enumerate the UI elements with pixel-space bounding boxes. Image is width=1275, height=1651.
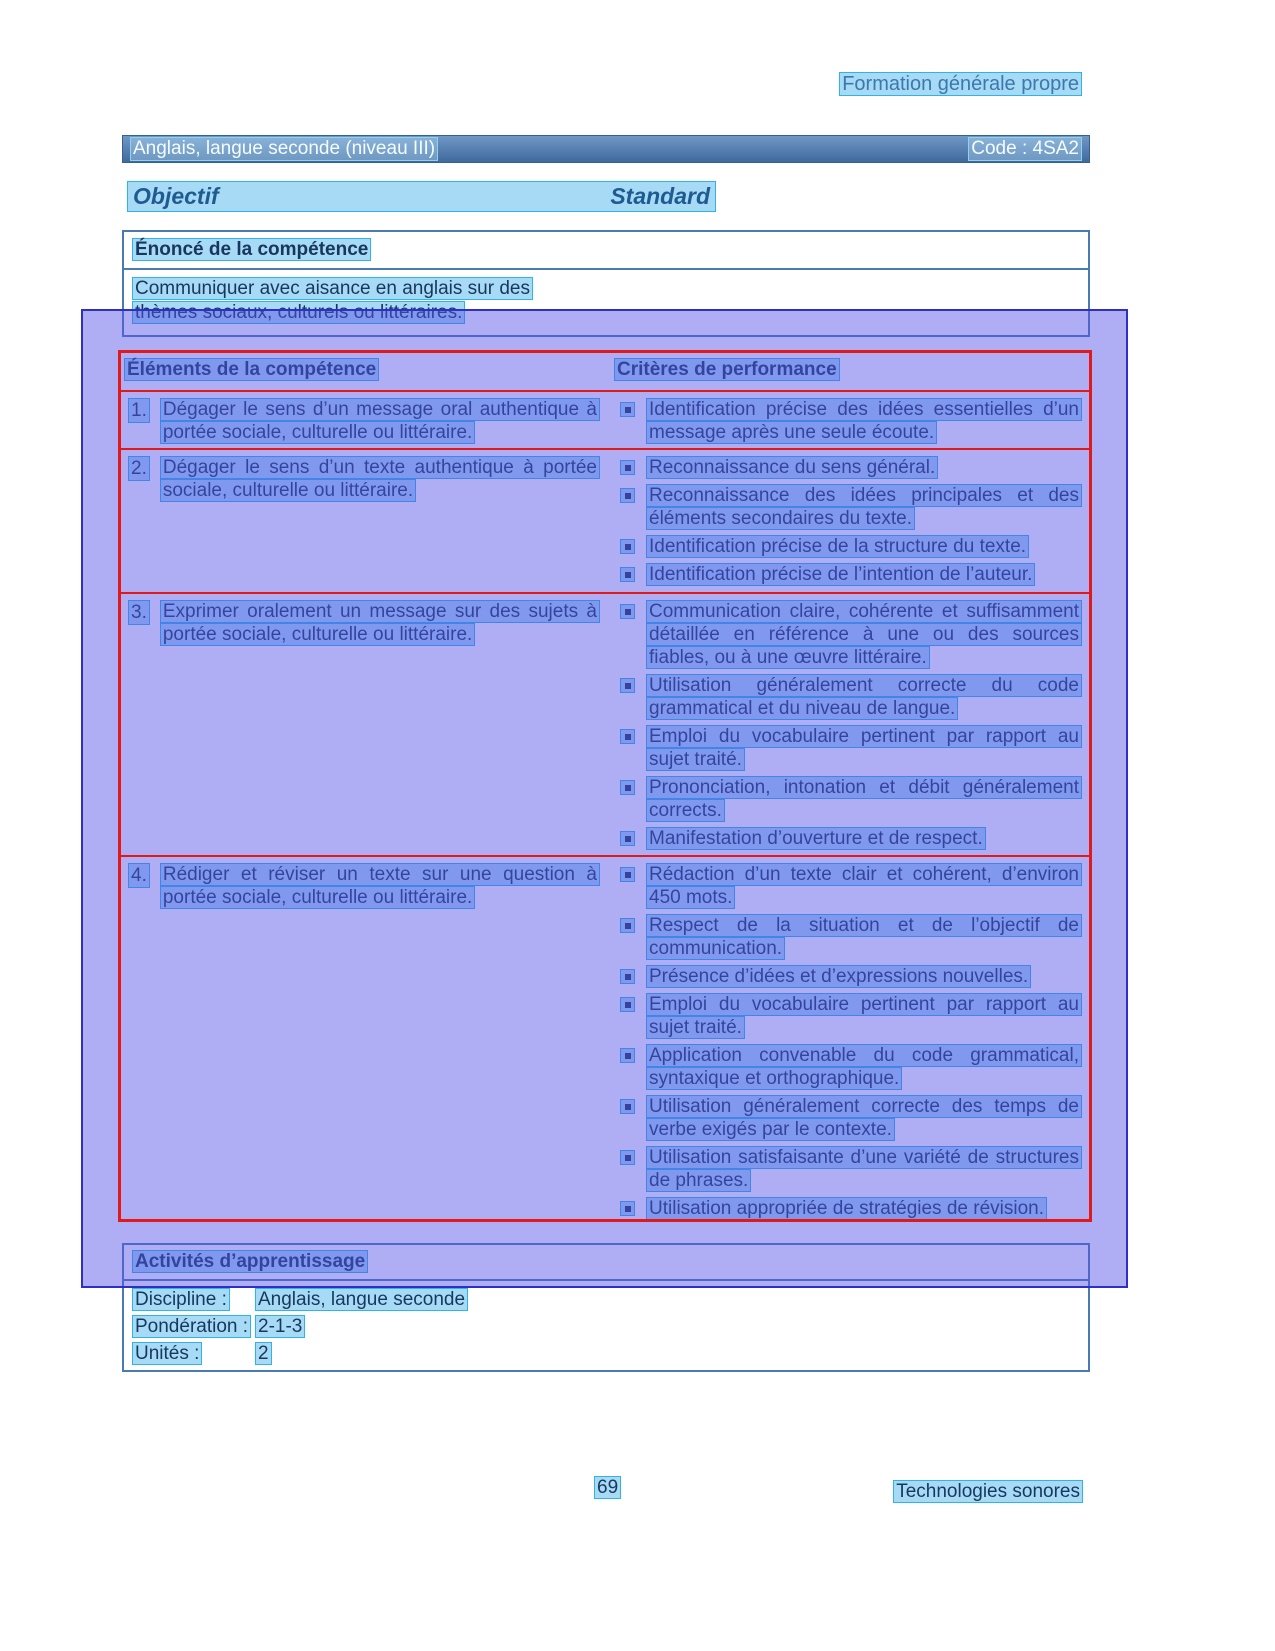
- criteria-item: [620, 863, 1082, 909]
- element-cell: [118, 390, 608, 448]
- field-label-wrap: [132, 1315, 251, 1338]
- criteria-cell: [608, 855, 1092, 1222]
- activities-title-box: [122, 1243, 1090, 1281]
- course-title: Anglais, langue seconde (niveau III): [130, 137, 438, 161]
- bullet-square: [625, 1206, 631, 1212]
- element-text-content: Dégager le sens d’un texte authentique à portée sociale, culturelle ou littéraire.: [160, 456, 600, 502]
- competence-table: [118, 350, 1092, 1222]
- criteria-text-content: Identification précise des idées essentielles d’un message après une seule écoute.: [646, 398, 1082, 444]
- criteria-text: [646, 674, 1082, 720]
- field-label-wrap: [132, 1288, 230, 1311]
- activities-title-text: Activités d’apprentissage: [132, 1250, 368, 1273]
- element-text-content: Exprimer oralement un message sur des sujets à portée sociale, culturelle ou littéraire.: [160, 600, 600, 646]
- table-row: [118, 592, 1092, 855]
- bullet-square: [625, 407, 631, 413]
- bullet-icon: [620, 678, 635, 693]
- corner-label: [839, 73, 1082, 96]
- bullet-icon: [620, 1099, 635, 1114]
- criteria-text-content: Présence d’idées et d’expressions nouvelles.: [646, 965, 1031, 988]
- bullet-square: [625, 974, 631, 980]
- activities-body-box: [122, 1281, 1090, 1372]
- bullet-icon: [620, 567, 635, 582]
- field-label: Pondération :: [132, 1315, 251, 1338]
- bullet-icon: [620, 780, 635, 795]
- criteria-text-content: Reconnaissance des idées principales et des éléments secondaires du texte.: [646, 484, 1082, 530]
- bullet-icon: [620, 539, 635, 554]
- standard-heading: Standard: [610, 183, 710, 209]
- criteria-item: [620, 965, 1082, 988]
- bullet-icon: [620, 729, 635, 744]
- bullet-square: [625, 609, 631, 615]
- bullet-icon: [620, 831, 635, 846]
- field-value: Anglais, langue seconde: [255, 1288, 468, 1311]
- criteria-text: [646, 535, 1082, 558]
- criteria-cell: [608, 448, 1092, 592]
- criteria-text-content: Utilisation généralement correcte des temps de verbe exigés par le contexte.: [646, 1095, 1082, 1141]
- criteria-text-content: Utilisation appropriée de stratégies de révision.: [646, 1197, 1047, 1220]
- criteria-text-content: Manifestation d’ouverture et de respect.: [646, 827, 986, 850]
- field-value-wrap: [255, 1315, 305, 1338]
- criteria-text: [646, 914, 1082, 960]
- criteria-item: [620, 674, 1082, 720]
- element-number: 3.: [128, 600, 150, 625]
- enonce-box: [122, 230, 1090, 337]
- criteria-text-content: Utilisation satisfaisante d’une variété de structures de phrases.: [646, 1146, 1082, 1192]
- criteria-text: [646, 863, 1082, 909]
- bullet-square: [625, 785, 631, 791]
- element-number: 4.: [128, 863, 150, 888]
- criteria-text-content: Rédaction d’un texte clair et cohérent, d’environ 450 mots.: [646, 863, 1082, 909]
- table-row: [118, 448, 1092, 592]
- field-value: 2-1-3: [255, 1315, 305, 1338]
- criteria-item: [620, 1197, 1082, 1220]
- criteria-item: [620, 827, 1082, 850]
- criteres-header-cell: [608, 350, 1092, 390]
- enonce-title-text: Énoncé de la compétence: [132, 238, 371, 261]
- criteria-item: [620, 484, 1082, 530]
- bullet-icon: [620, 1048, 635, 1063]
- criteres-header-text: Critères de performance: [614, 358, 840, 381]
- footer-note: [893, 1481, 1083, 1503]
- bullet-icon: [620, 604, 635, 619]
- criteria-text-content: Identification précise de la structure du texte.: [646, 535, 1029, 558]
- criteria-text: [646, 563, 1082, 586]
- field-label: Discipline :: [132, 1288, 230, 1311]
- criteria-text-content: Identification précise de l’intention de l’auteur.: [646, 563, 1035, 586]
- element-text: [160, 863, 600, 909]
- criteria-text: [646, 776, 1082, 822]
- criteria-item: [620, 1095, 1082, 1141]
- enonce-title: [124, 232, 1088, 270]
- page-number: [594, 1477, 621, 1499]
- bullet-square: [625, 923, 631, 929]
- bullet-square: [625, 1053, 631, 1059]
- field-value-wrap: [255, 1288, 468, 1311]
- bullet-square: [625, 572, 631, 578]
- course-code: Code : 4SA2: [968, 137, 1082, 161]
- criteria-text-content: Emploi du vocabulaire pertinent par rapport au sujet traité.: [646, 725, 1082, 771]
- enonce-body: [124, 270, 1088, 335]
- table-row: [118, 855, 1092, 1222]
- table-header-row: [118, 350, 1092, 390]
- enonce-line: [132, 301, 1080, 324]
- bullet-square: [625, 1002, 631, 1008]
- field-value: 2: [255, 1342, 272, 1365]
- criteria-item: [620, 535, 1082, 558]
- criteria-text: [646, 600, 1082, 669]
- elements-header-cell: [118, 350, 608, 390]
- bullet-icon: [620, 867, 635, 882]
- criteria-text: [646, 1044, 1082, 1090]
- criteria-text: [646, 1197, 1082, 1220]
- bullet-icon: [620, 1150, 635, 1165]
- bullet-square: [625, 493, 631, 499]
- activity-field: [132, 1315, 1088, 1338]
- criteria-text: [646, 1095, 1082, 1141]
- enonce-line: [132, 277, 1080, 300]
- criteria-text: [646, 456, 1082, 479]
- element-text: [160, 398, 600, 444]
- criteria-text-content: Utilisation généralement correcte du code grammatical et du niveau de langue.: [646, 674, 1082, 720]
- bullet-square: [625, 1104, 631, 1110]
- objectif-heading: Objectif: [133, 183, 219, 209]
- criteria-item: [620, 563, 1082, 586]
- criteria-item: [620, 456, 1082, 479]
- criteria-item: [620, 1146, 1082, 1192]
- criteria-text: [646, 965, 1082, 988]
- field-value-wrap: [255, 1342, 272, 1365]
- criteria-item: [620, 600, 1082, 669]
- enonce-line-text: thèmes sociaux, culturels ou littéraires.: [132, 301, 465, 324]
- course-header-band: [122, 135, 1090, 163]
- corner-label-text: Formation générale propre: [839, 72, 1082, 96]
- criteria-text: [646, 1146, 1082, 1192]
- bullet-icon: [620, 1201, 635, 1216]
- footer-note-text: Technologies sonores: [893, 1480, 1083, 1503]
- criteria-text: [646, 993, 1082, 1039]
- criteria-text-content: Application convenable du code grammatical, syntaxique et orthographique.: [646, 1044, 1082, 1090]
- enonce-line-text: Communiquer avec aisance en anglais sur des: [132, 277, 533, 300]
- criteria-item: [620, 398, 1082, 444]
- element-text: [160, 456, 600, 502]
- bullet-square: [625, 465, 631, 471]
- element-text: [160, 600, 600, 646]
- criteria-text-content: Respect de la situation et de l’objectif de communication.: [646, 914, 1082, 960]
- criteria-text-content: Emploi du vocabulaire pertinent par rapport au sujet traité.: [646, 993, 1082, 1039]
- bullet-icon: [620, 488, 635, 503]
- bullet-icon: [620, 402, 635, 417]
- objectif-standard-strip: [127, 181, 716, 212]
- field-label: Unités :: [132, 1342, 202, 1365]
- criteria-item: [620, 725, 1082, 771]
- elements-header-text: Éléments de la compétence: [124, 358, 379, 381]
- criteria-item: [620, 776, 1082, 822]
- element-text-content: Rédiger et réviser un texte sur une question à portée sociale, culturelle ou littéraire.: [160, 863, 600, 909]
- element-number: 2.: [128, 456, 150, 481]
- element-cell: [118, 855, 608, 1222]
- bullet-icon: [620, 918, 635, 933]
- criteria-cell: [608, 390, 1092, 448]
- page-number-text: 69: [594, 1476, 621, 1499]
- bullet-icon: [620, 460, 635, 475]
- criteria-text-content: Prononciation, intonation et débit généralement corrects.: [646, 776, 1082, 822]
- criteria-text: [646, 484, 1082, 530]
- criteria-text: [646, 398, 1082, 444]
- element-cell: [118, 448, 608, 592]
- table-row: [118, 390, 1092, 448]
- activity-field: [132, 1288, 1088, 1311]
- field-label-wrap: [132, 1342, 202, 1365]
- criteria-text: [646, 827, 1082, 850]
- criteria-text: [646, 725, 1082, 771]
- criteria-text-content: Communication claire, cohérente et suffisamment détaillée en référence à une ou des sources fiables, ou à une œuvre littéraire.: [646, 600, 1082, 669]
- element-cell: [118, 592, 608, 855]
- criteria-item: [620, 993, 1082, 1039]
- element-text-content: Dégager le sens d’un message oral authentique à portée sociale, culturelle ou littéraire.: [160, 398, 600, 444]
- bullet-icon: [620, 997, 635, 1012]
- criteria-item: [620, 1044, 1082, 1090]
- activity-field: [132, 1342, 1088, 1365]
- bullet-square: [625, 734, 631, 740]
- element-number: 1.: [128, 398, 150, 423]
- criteria-text-content: Reconnaissance du sens général.: [646, 456, 938, 479]
- criteria-item: [620, 914, 1082, 960]
- bullet-square: [625, 683, 631, 689]
- bullet-square: [625, 836, 631, 842]
- criteria-cell: [608, 592, 1092, 855]
- bullet-square: [625, 872, 631, 878]
- bullet-icon: [620, 969, 635, 984]
- bullet-square: [625, 1155, 631, 1161]
- bullet-square: [625, 544, 631, 550]
